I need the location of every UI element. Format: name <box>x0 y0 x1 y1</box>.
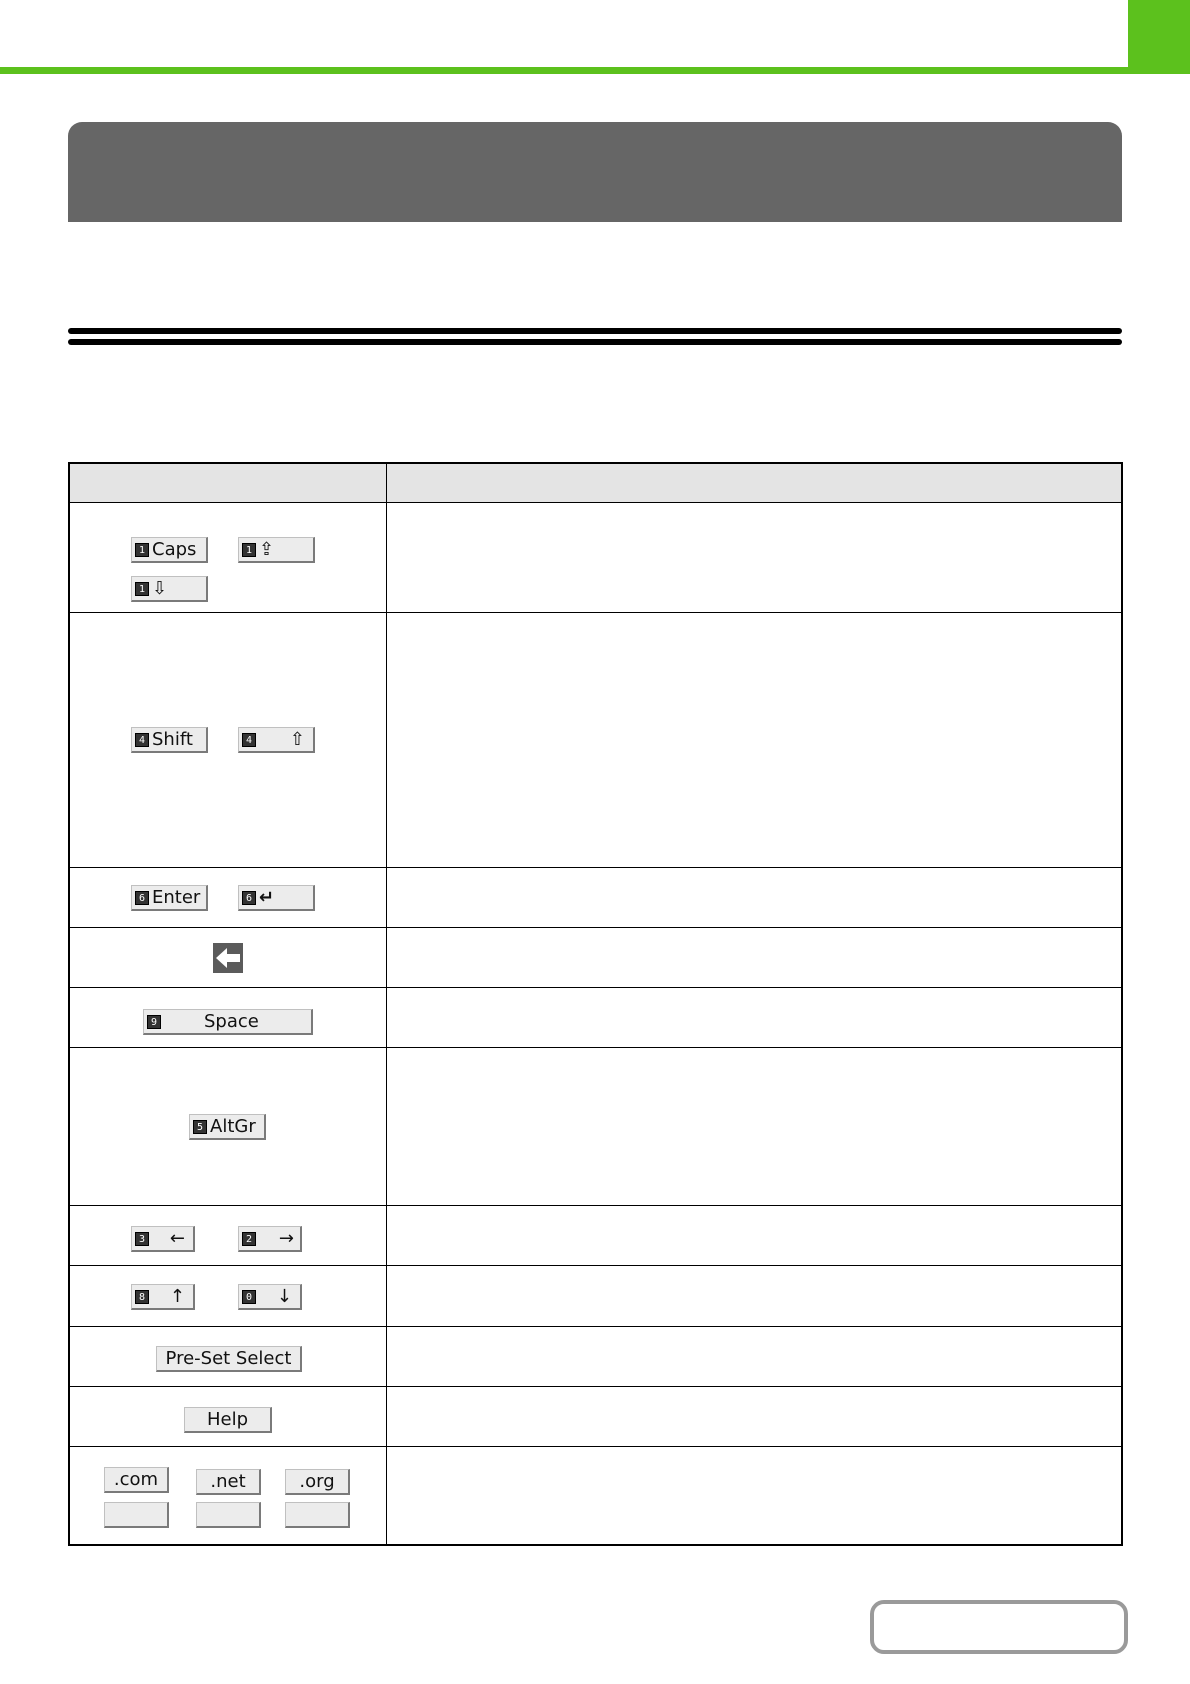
help-key[interactable] <box>184 1407 272 1433</box>
shift-key-label: Shift <box>152 728 193 750</box>
key-cell <box>69 928 387 988</box>
caps-down-key[interactable] <box>131 576 208 602</box>
backspace-key[interactable] <box>213 943 243 973</box>
key-cell <box>69 1387 387 1447</box>
up-arrow-icon: ↑ <box>169 1285 185 1307</box>
key-number-badge: 4 <box>242 733 256 747</box>
key-number-badge: 6 <box>135 891 149 905</box>
chapter-tab <box>1128 0 1190 70</box>
key-reference-table <box>68 462 1123 1546</box>
description-cell <box>387 503 1123 613</box>
help-key-label: Help <box>206 1408 249 1430</box>
dot-org-key[interactable] <box>285 1469 350 1495</box>
shift-icon-key[interactable] <box>238 727 315 753</box>
enter-return-icon: ↵ <box>259 886 275 908</box>
table-row <box>69 1447 1122 1545</box>
altgr-key[interactable] <box>189 1114 266 1140</box>
enter-icon-key[interactable] <box>238 885 315 911</box>
space-key[interactable] <box>143 1009 313 1035</box>
table-row <box>69 1387 1122 1447</box>
table-row <box>69 613 1122 868</box>
key-number-badge: 6 <box>242 891 256 905</box>
description-cell <box>387 868 1123 928</box>
down-arrow-icon: ↓ <box>276 1285 292 1307</box>
table-header-key <box>69 463 387 503</box>
dot-org-label: .org <box>299 1470 335 1492</box>
dot-com-key[interactable] <box>104 1467 169 1493</box>
key-cell <box>69 1327 387 1387</box>
blank-domain-key[interactable] <box>104 1502 169 1528</box>
description-cell <box>387 1447 1123 1545</box>
caps-key-label: Caps <box>152 538 197 560</box>
key-cell <box>69 988 387 1048</box>
shift-key[interactable] <box>131 727 208 753</box>
key-number-badge: 0 <box>242 1290 256 1304</box>
blank-domain-key[interactable] <box>196 1502 261 1528</box>
key-number-badge: 1 <box>135 543 149 557</box>
table-header-description <box>387 463 1123 503</box>
table-row <box>69 503 1122 613</box>
description-cell <box>387 1266 1123 1327</box>
heading-rule-top <box>68 328 1122 334</box>
key-number-badge: 1 <box>135 582 149 596</box>
cursor-down-key[interactable] <box>238 1284 302 1310</box>
key-cell <box>69 613 387 868</box>
left-arrow-icon: ← <box>169 1227 185 1249</box>
down-arrow-outline-icon: ⇩ <box>152 577 168 599</box>
caps-lock-icon: ⇪ <box>259 538 275 560</box>
preset-select-label: Pre-Set Select <box>165 1347 292 1369</box>
description-cell <box>387 1206 1123 1266</box>
dot-net-key[interactable] <box>196 1469 261 1495</box>
cursor-right-key[interactable] <box>238 1226 302 1252</box>
key-number-badge: 5 <box>193 1120 207 1134</box>
top-green-rule <box>0 67 1190 74</box>
table-row <box>69 1048 1122 1206</box>
caps-key[interactable] <box>131 537 208 563</box>
caps-lock-key[interactable] <box>238 537 315 563</box>
key-cell <box>69 1266 387 1327</box>
preset-select-key[interactable] <box>156 1346 302 1372</box>
enter-key[interactable] <box>131 885 208 911</box>
page-number-box <box>870 1600 1128 1654</box>
shift-up-arrow-icon: ⇧ <box>289 728 305 750</box>
key-cell <box>69 503 387 613</box>
blank-domain-key[interactable] <box>285 1502 350 1528</box>
section-title-banner <box>68 122 1122 222</box>
right-arrow-icon: → <box>278 1227 294 1249</box>
key-number-badge: 2 <box>242 1232 256 1246</box>
description-cell <box>387 613 1123 868</box>
description-cell <box>387 928 1123 988</box>
cursor-up-key[interactable] <box>131 1284 195 1310</box>
table-row <box>69 1206 1122 1266</box>
dot-net-label: .net <box>210 1470 246 1492</box>
key-number-badge: 9 <box>147 1015 161 1029</box>
description-cell <box>387 1327 1123 1387</box>
description-cell <box>387 1387 1123 1447</box>
key-number-badge: 4 <box>135 733 149 747</box>
enter-key-label: Enter <box>152 886 201 908</box>
table-row <box>69 1327 1122 1387</box>
heading-rule-bottom <box>68 339 1122 345</box>
key-cell <box>69 1447 387 1545</box>
backspace-arrow-icon <box>215 946 241 970</box>
table-row <box>69 928 1122 988</box>
table-row <box>69 868 1122 928</box>
key-cell <box>69 1048 387 1206</box>
key-cell <box>69 868 387 928</box>
altgr-key-label: AltGr <box>210 1115 256 1137</box>
key-cell <box>69 1206 387 1266</box>
table-row <box>69 988 1122 1048</box>
key-number-badge: 3 <box>135 1232 149 1246</box>
key-number-badge: 1 <box>242 543 256 557</box>
space-key-label: Space <box>204 1010 259 1032</box>
description-cell <box>387 988 1123 1048</box>
description-cell <box>387 1048 1123 1206</box>
cursor-left-key[interactable] <box>131 1226 195 1252</box>
dot-com-label: .com <box>113 1468 159 1490</box>
table-row <box>69 1266 1122 1327</box>
key-number-badge: 8 <box>135 1290 149 1304</box>
